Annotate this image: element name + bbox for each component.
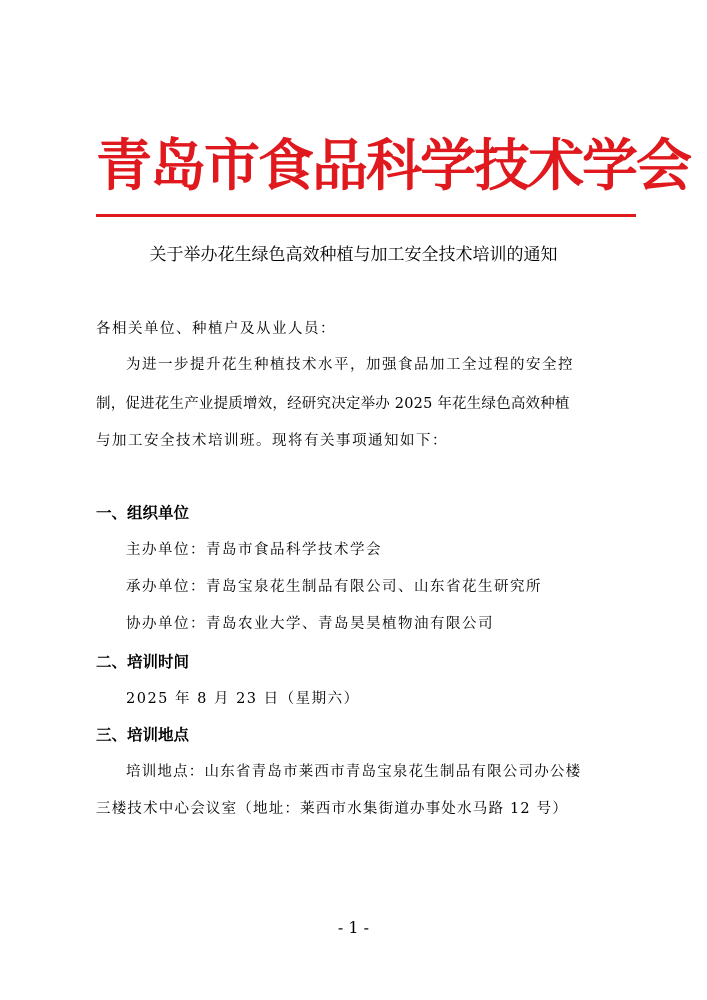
training-location-line: 三楼技术中心会议室（地址：莱西市水集街道办事处水马路 12 号） bbox=[96, 801, 569, 817]
organizer-host: 主办单位：青岛市食品科学技术学会 bbox=[126, 542, 382, 558]
section-heading-time: 二、培训时间 bbox=[96, 653, 190, 671]
organizer-undertaker: 承办单位：青岛宝泉花生制品有限公司、山东省花生研究所 bbox=[126, 579, 542, 595]
section-heading-location: 三、培训地点 bbox=[96, 726, 190, 744]
intro-line: 为进一步提升花生种植技术水平，加强食品加工全过程的安全控 bbox=[126, 357, 574, 373]
section-heading-organizers: 一、组织单位 bbox=[96, 504, 190, 522]
intro-line: 与加工安全技术培训班。现将有关事项通知如下： bbox=[96, 433, 448, 449]
organizer-co-organizer: 协办单位：青岛农业大学、青岛昊昊植物油有限公司 bbox=[126, 616, 494, 632]
training-location-line: 培训地点：山东省青岛市莱西市青岛宝泉花生制品有限公司办公楼 bbox=[126, 764, 582, 780]
page-number: - 1 - bbox=[337, 918, 370, 937]
training-date: 2025 年 8 月 23 日（星期六） bbox=[126, 691, 360, 707]
notice-title: 关于举办花生绿色高效种植与加工安全技术培训的通知 bbox=[149, 245, 558, 265]
salutation: 各相关单位、种植户及从业人员： bbox=[96, 321, 336, 337]
intro-line: 制，促进花生产业提质增效，经研究决定举办 2025 年花生绿色高效种植 bbox=[96, 396, 570, 412]
header-divider bbox=[96, 214, 636, 217]
organization-title: 青岛市食品科学技术学会 bbox=[96, 133, 690, 199]
